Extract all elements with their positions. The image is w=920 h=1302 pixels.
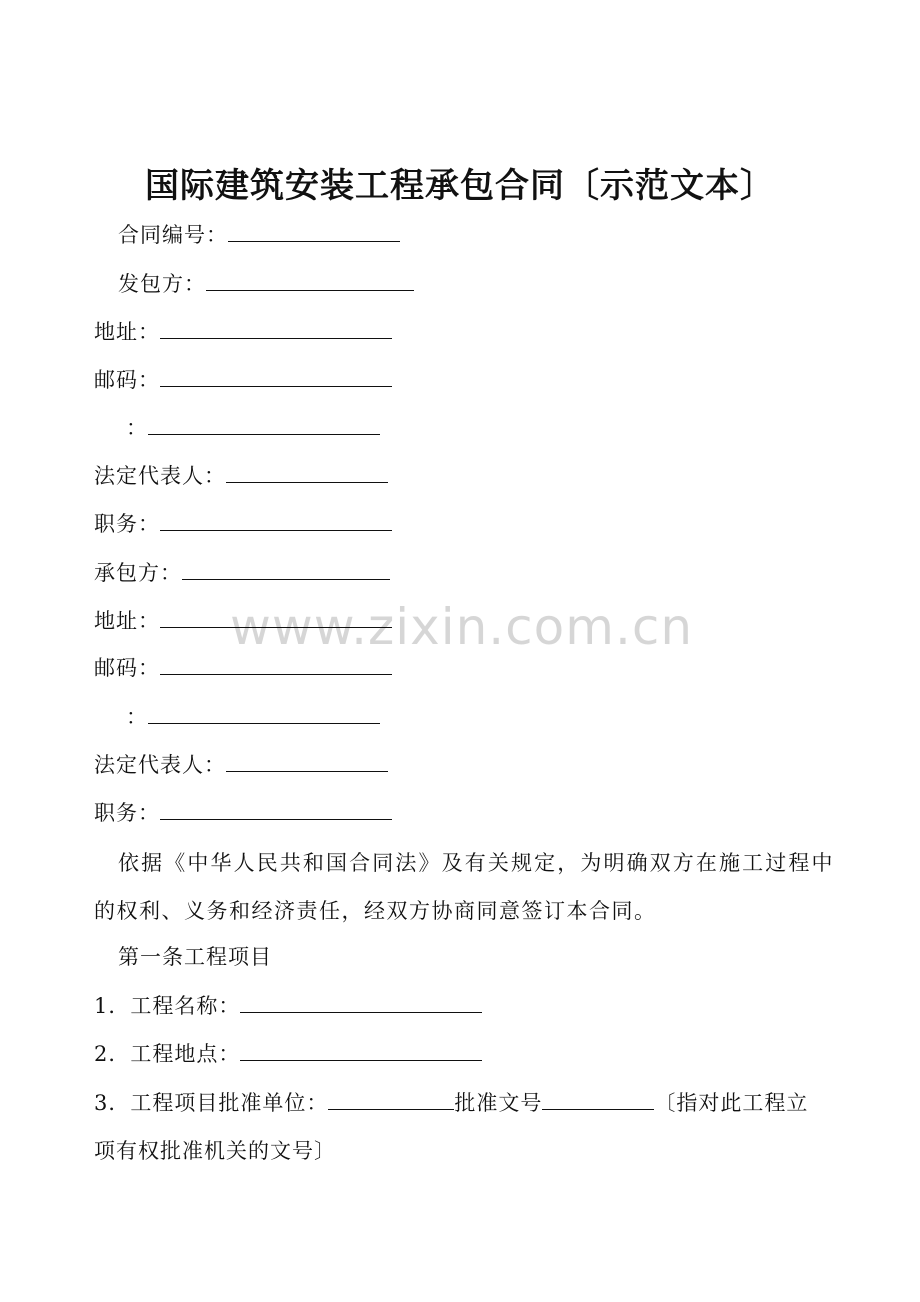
article1-heading: 第一条工程项目 xyxy=(118,945,272,969)
contractor-colon-blank xyxy=(148,701,380,724)
employer-colon-blank xyxy=(148,412,380,435)
document-title: 国际建筑安装工程承包合同〔示范文本〕 xyxy=(145,166,775,206)
project-name-blank xyxy=(240,990,482,1013)
item2-row xyxy=(94,1038,482,1070)
intro-paragraph: 依据《中华人民共和国合同法》及有关规定，为明确双方在施工过程中的权利、义务和经济责任，经双方协商同意签订本合同。 xyxy=(94,851,834,923)
employer-position-blank xyxy=(160,508,392,531)
approval-no-label: 批准文号 xyxy=(454,1091,543,1115)
contract-no-blank xyxy=(228,219,400,242)
contractor-label: 承包方： xyxy=(94,561,182,585)
item3-note-end: 项有权批准机关的文号〕 xyxy=(94,1139,336,1163)
employer-position-label: 职务： xyxy=(94,512,160,536)
contractor-address-blank xyxy=(160,605,392,628)
employer-address-label: 地址： xyxy=(94,320,160,344)
item1-label: 1．工程名称： xyxy=(94,994,241,1018)
watermark: www.zixin.com.cn xyxy=(230,598,694,656)
employer-colon-label: ： xyxy=(126,416,148,440)
contractor-position-label: 职务： xyxy=(94,801,160,825)
contractor-colon-row xyxy=(126,701,380,733)
contract-no-label: 合同编号： xyxy=(118,223,228,247)
contractor-position-blank xyxy=(160,797,392,820)
contractor-legal-rep-label: 法定代表人： xyxy=(94,753,226,777)
project-location-blank xyxy=(240,1038,482,1061)
contractor-legal-rep-row xyxy=(94,749,388,781)
contractor-row xyxy=(94,557,390,589)
contractor-legal-rep-blank xyxy=(226,749,388,772)
approval-no-blank xyxy=(542,1087,654,1110)
contract-no-row xyxy=(118,219,400,251)
contractor-postcode-row xyxy=(94,652,392,684)
employer-row xyxy=(118,268,414,300)
contractor-postcode-blank xyxy=(160,652,392,675)
employer-position-row xyxy=(94,508,392,540)
employer-postcode-label: 邮码： xyxy=(94,368,160,392)
item3-row xyxy=(94,1087,808,1119)
contractor-postcode-label: 邮码： xyxy=(94,656,160,680)
employer-label: 发包方： xyxy=(118,272,206,296)
contractor-colon-label: ： xyxy=(126,705,148,729)
item1-row xyxy=(94,990,482,1022)
employer-legal-rep-row xyxy=(94,460,388,492)
contractor-position-row xyxy=(94,797,392,829)
item3-label: 3．工程项目批准单位： xyxy=(94,1091,329,1115)
employer-address-row xyxy=(94,316,392,348)
employer-postcode-row xyxy=(94,364,392,396)
employer-postcode-blank xyxy=(160,364,392,387)
employer-legal-rep-blank xyxy=(226,460,388,483)
employer-address-blank xyxy=(160,316,392,339)
employer-blank xyxy=(206,268,414,291)
approval-unit-blank xyxy=(328,1087,454,1110)
contractor-blank xyxy=(182,557,390,580)
employer-colon-row xyxy=(126,412,380,444)
contractor-address-label: 地址： xyxy=(94,609,160,633)
item2-label: 2．工程地点： xyxy=(94,1042,241,1066)
item3-note-start: 〔指对此工程立 xyxy=(654,1091,809,1115)
contractor-address-row xyxy=(94,605,392,637)
employer-legal-rep-label: 法定代表人： xyxy=(94,464,226,488)
